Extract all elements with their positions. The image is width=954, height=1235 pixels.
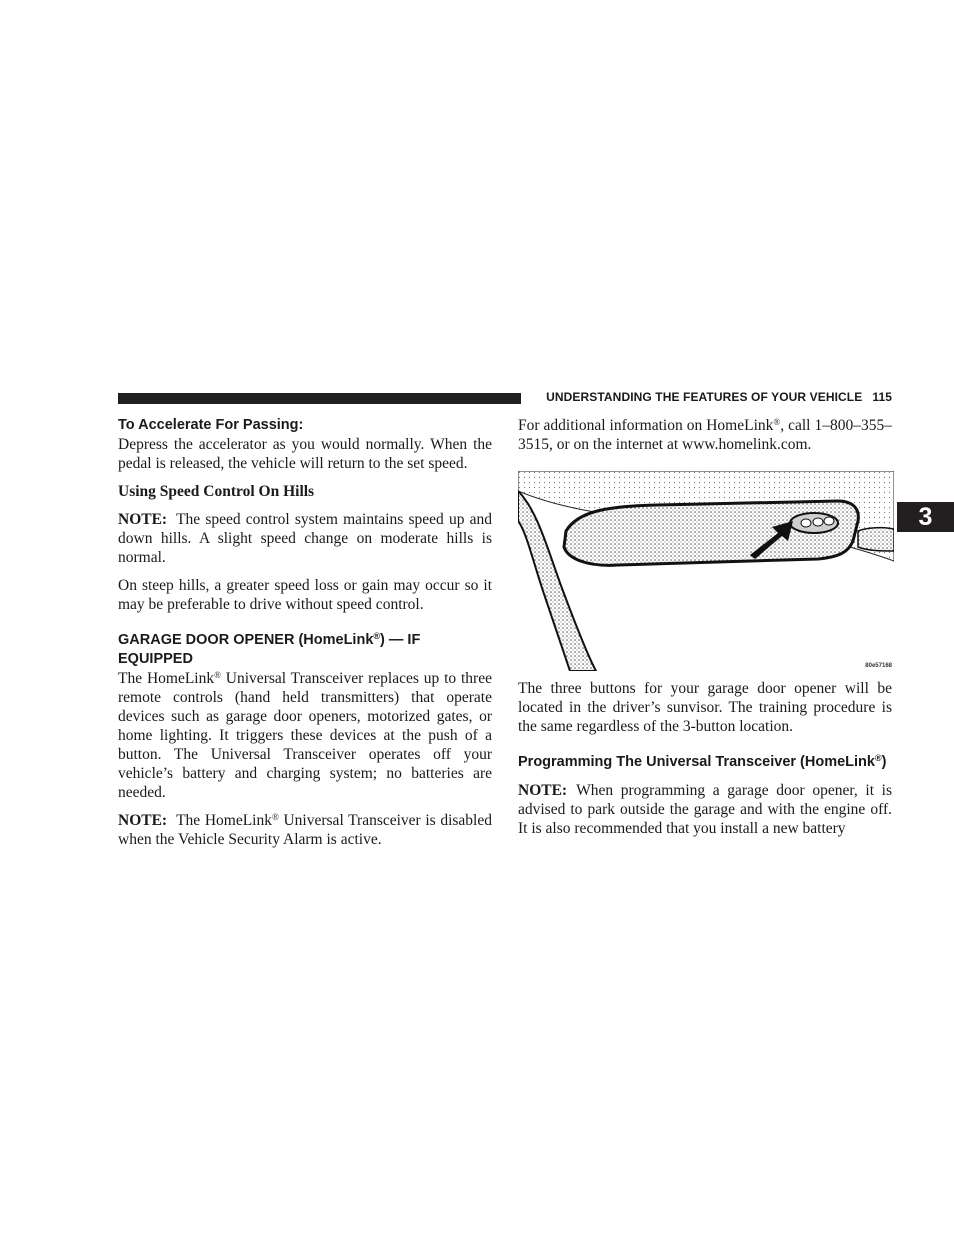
note-programming	[518, 781, 892, 838]
running-header	[532, 390, 892, 404]
registered-mark: ®	[773, 417, 781, 427]
chapter-tab: 3	[897, 502, 954, 532]
note-hills	[118, 510, 492, 567]
note-security-alarm	[118, 811, 492, 849]
right-column	[518, 416, 892, 838]
registered-mark: ®	[214, 670, 221, 680]
note-label: NOTE:	[518, 782, 568, 799]
sunvisor-drawing	[518, 471, 894, 671]
registered-mark: ®	[272, 812, 279, 822]
heading-programming-part-a: Programming The Universal Transceiver (HomeLink	[518, 754, 875, 770]
paragraph-homelink	[118, 669, 492, 802]
note-label: NOTE:	[118, 812, 168, 829]
note-label: NOTE:	[118, 511, 168, 528]
paragraph-passing: Depress the accelerator as you would normally. When the pedal is released, the vehicle will return to the set speed.	[118, 436, 492, 472]
info-text-a: For additional information on HomeLink	[518, 417, 774, 434]
paragraph-three-buttons: The three buttons for your garage door opener will be located in the driver’s sunvisor. The training procedure is the same regardless of the 3-button location.	[518, 680, 892, 735]
header-rule	[118, 393, 521, 404]
registered-mark: ®	[874, 753, 882, 763]
left-column	[118, 416, 492, 849]
heading-garage-part-b: ) — IF EQUIPPED	[118, 632, 421, 667]
registered-mark: ®	[373, 631, 381, 641]
note-programming-text: When programming a garage door opener, it is advised to park outside the garage and with the engine off. It is also recommended that you install a new battery	[518, 782, 892, 837]
heading-accelerate-passing: To Accelerate For Passing:	[118, 417, 304, 433]
heading-garage-door-opener	[118, 631, 492, 669]
sunvisor-illustration	[518, 471, 894, 671]
note-security-text-b: Universal Transceiver is disabled when the Vehicle Security Alarm is active.	[118, 812, 492, 848]
paragraph-more-info	[518, 416, 892, 454]
homelink-text-b: Universal Transceiver replaces up to three remote controls (hand held transmitters) that operate devices such as garage door openers, motorized gates, or home lighting. It triggers these devices at the push of a button. The Universal Transceiver operates off your vehicle’s battery and charging system; no batteries are needed.	[118, 670, 492, 801]
note-hills-text: The speed control system maintains speed up and down hills. A slight speed change on moderate hills is normal.	[118, 511, 492, 566]
info-text-b: , call 1–800–355–3515, or on the internet at www.homelink.com.	[518, 417, 892, 453]
header-title: UNDERSTANDING THE FEATURES OF YOUR VEHICLE	[546, 390, 863, 404]
paragraph-steep-hills: On steep hills, a greater speed loss or gain may occur so it may be preferable to drive without speed control.	[118, 577, 492, 613]
figure-code: 80e57168	[865, 663, 892, 669]
heading-programming-part-b: )	[881, 754, 887, 770]
heading-programming-transceiver	[518, 753, 892, 772]
note-security-text-a: The HomeLink	[176, 812, 272, 829]
page-number: 115	[872, 390, 892, 404]
heading-speed-control-hills: Using Speed Control On Hills	[118, 483, 315, 500]
heading-garage-part-a: GARAGE DOOR OPENER (HomeLink	[118, 632, 374, 648]
homelink-text-a: The HomeLink	[118, 670, 215, 687]
